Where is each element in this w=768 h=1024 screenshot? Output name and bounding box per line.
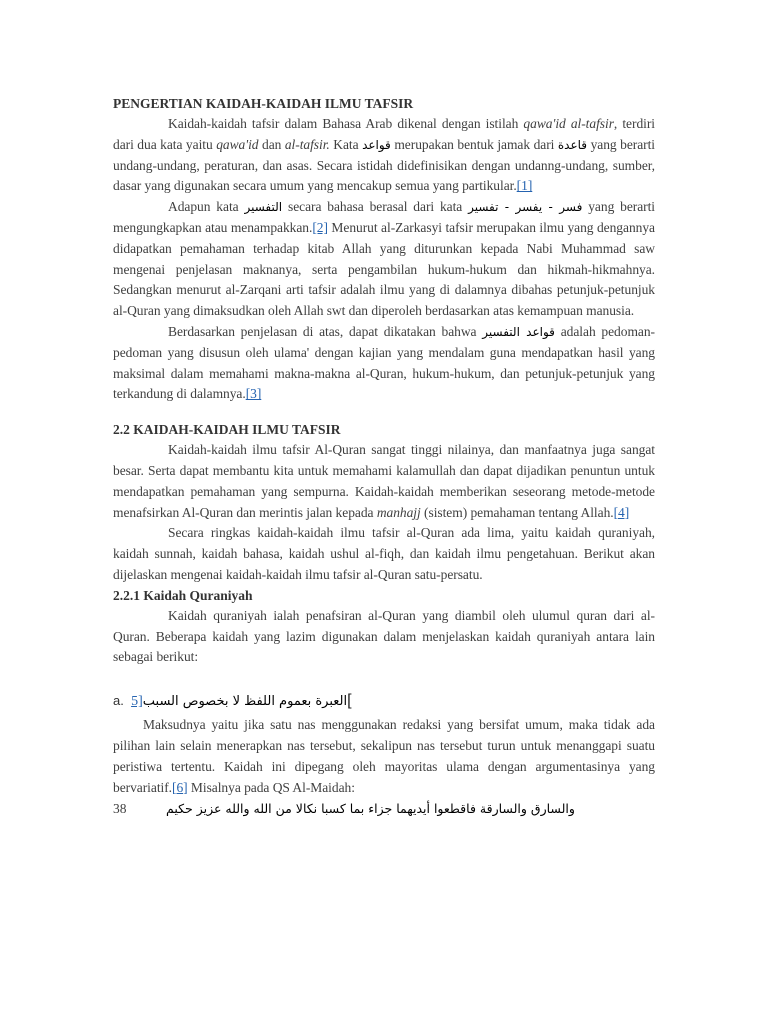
footnote-link-2[interactable]: [2]	[312, 219, 328, 235]
arabic-qawaid-al-tafsir: قواعد التفسير	[482, 324, 555, 339]
list-item-a	[113, 690, 655, 713]
text: , terdiri dari dua kata yaitu	[113, 116, 655, 152]
text: Maksudnya yaitu jika satu nas menggunakan redaksi yang bersifat umum, maka tidak ada pilihan lain selain menerapkan nas tersebut, sekalipun nas tersebut turun untuk menanggapi suatu peristiwa tertentu. Kaidah ini dipegang oleh mayoritas ulama dengan argumentasinya yang bervariatif.	[113, 717, 655, 795]
text: Kaidah quraniyah ialah penafsiran al-Quran yang diambil oleh ulumul quran dari al-Quran. Beberapa kaidah yang lazim digunakan dalam menjelaskan kaidah quraniyah antara lain sebagai berikut:	[113, 607, 655, 665]
arabic-qaidah: قاعدة	[557, 137, 588, 152]
paragraph-5	[113, 523, 655, 585]
text: Berdasarkan penjelasan di atas, dapat dikatakan bahwa	[168, 323, 483, 339]
footnote-link-6[interactable]: [6]	[172, 779, 188, 795]
text: (sistem) pemahaman tentang Allah.	[420, 504, 614, 520]
verse-line	[113, 798, 655, 820]
footnote-link-1[interactable]: [1]	[516, 178, 533, 194]
paragraph-2	[113, 197, 655, 322]
bracket: [	[347, 692, 352, 710]
text: Kaidah-kaidah ilmu tafsir Al-Quran sangat tinggi nilainya, dan manfaatnya juga sangat besar. Serta dapat membantu kita untuk memahami kalamullah dan dapat dijadikan penuntun untuk mendapatkan pemahaman yang sempurna. Kaidah-kaidah memberikan seseorang metode-metode menafsirkan Al-Quran dan merintis jalan kepada	[113, 442, 655, 520]
arabic-verse-al-maidah-38: والسارق والسارقة فاقطعوا أيديهما جزاء بما كسبا نكالا من الله والله عزيز حكيم	[166, 801, 575, 817]
text: Menurut al-Zarkasyi tafsir merupakan ilmu yang dengannya didapatkan pemahaman terhadap kitab Allah yang diturunkan kepada Nabi Muhammad saw mengenai penjelasan maknanya, serta pengambilan hukum-hukum dan hikmah-hikmahnya. Sedangkan menurut al-Zarqani arti tafsir adalah ilmu yang di dalamnya dibahas petunjuk-petunjuk al-Quran yang dimaksudkan oleh Allah swt dan diperoleh berdasarkan atas kemampuan manusia.	[113, 219, 655, 319]
text: dan	[258, 136, 285, 152]
text: yang berarti undang-undang, peraturan, dan asas. Secara istidah didefinisikan dengan undanng-undang, sumber, dasar yang digunakan secara umum yang mencakup semua yang partikular.	[113, 136, 655, 194]
term-manhajj: manhajj	[376, 504, 421, 520]
arabic-kaidah-al-ibrah: العبرة بعموم اللفظ لا بخصوص السبب	[142, 694, 348, 710]
footnote-link-4[interactable]: [4]	[613, 504, 630, 520]
list-marker: a.	[113, 693, 124, 709]
text: secara bahasa berasal dari kata	[282, 199, 469, 215]
text: Secara ringkas kaidah-kaidah ilmu tafsir al-Quran ada lima, yaitu kaidah quraniyah, kaidah sunnah, kaidah bahasa, kaidah ushul al-fiqh, dan kaidah ilmu pengetahuan. Berikut akan dijelaskan mengenai kaidah-kaidah ilmu tafsir al-Quran satu-persatu.	[113, 525, 655, 582]
text: Kata	[329, 136, 363, 152]
heading-2-2-1: 2.2.1 Kaidah Quraniyah	[113, 587, 253, 603]
paragraph-4	[113, 440, 655, 523]
arabic-qawaid: قواعد	[362, 137, 391, 152]
paragraph-3	[113, 322, 655, 405]
verse-number: 38	[113, 801, 127, 817]
text: merupakan bentuk jamak dari	[390, 136, 558, 152]
text: adalah pedoman-pedoman yang disusun oleh ulama' dengan kajian yang mendalam guna mendapatkan hasil yang maksimal dalam memahami makna-makna al-Quran, hukum-hukum, dan petunjuk-petunjuk yang terkandung di dalamnya.	[113, 323, 655, 402]
paragraph-7	[113, 715, 655, 798]
text: Adapun kata	[168, 199, 245, 215]
text: yang berarti mengungkapkan atau menampakkan.	[113, 199, 655, 235]
document-page	[113, 93, 655, 820]
footnote-link-3[interactable]: [3]	[245, 386, 262, 402]
arabic-fassara: فسر - يفسر - تفسير	[468, 200, 583, 215]
paragraph-6	[113, 606, 655, 668]
text: Misalnya pada QS Al-Maidah:	[187, 779, 355, 795]
footnote-link-5[interactable]: 5]	[131, 694, 143, 710]
arabic-al-tafsir: التفسير	[244, 200, 283, 215]
heading-2-2: 2.2 KAIDAH-KAIDAH ILMU TAFSIR	[113, 422, 341, 438]
heading-pengertian: PENGERTIAN KAIDAH-KAIDAH ILMU TAFSIR	[113, 96, 414, 111]
text: Kaidah-kaidah tafsir dalam Bahasa Arab dikenal dengan istilah	[168, 116, 524, 131]
paragraph-1	[113, 114, 655, 197]
term-qawaid-al-tafsir: qawa'id al-tafsir	[523, 116, 614, 131]
term-qawaid: qawa'id	[216, 136, 259, 152]
term-al-tafsir: al-tafsir.	[284, 136, 330, 152]
